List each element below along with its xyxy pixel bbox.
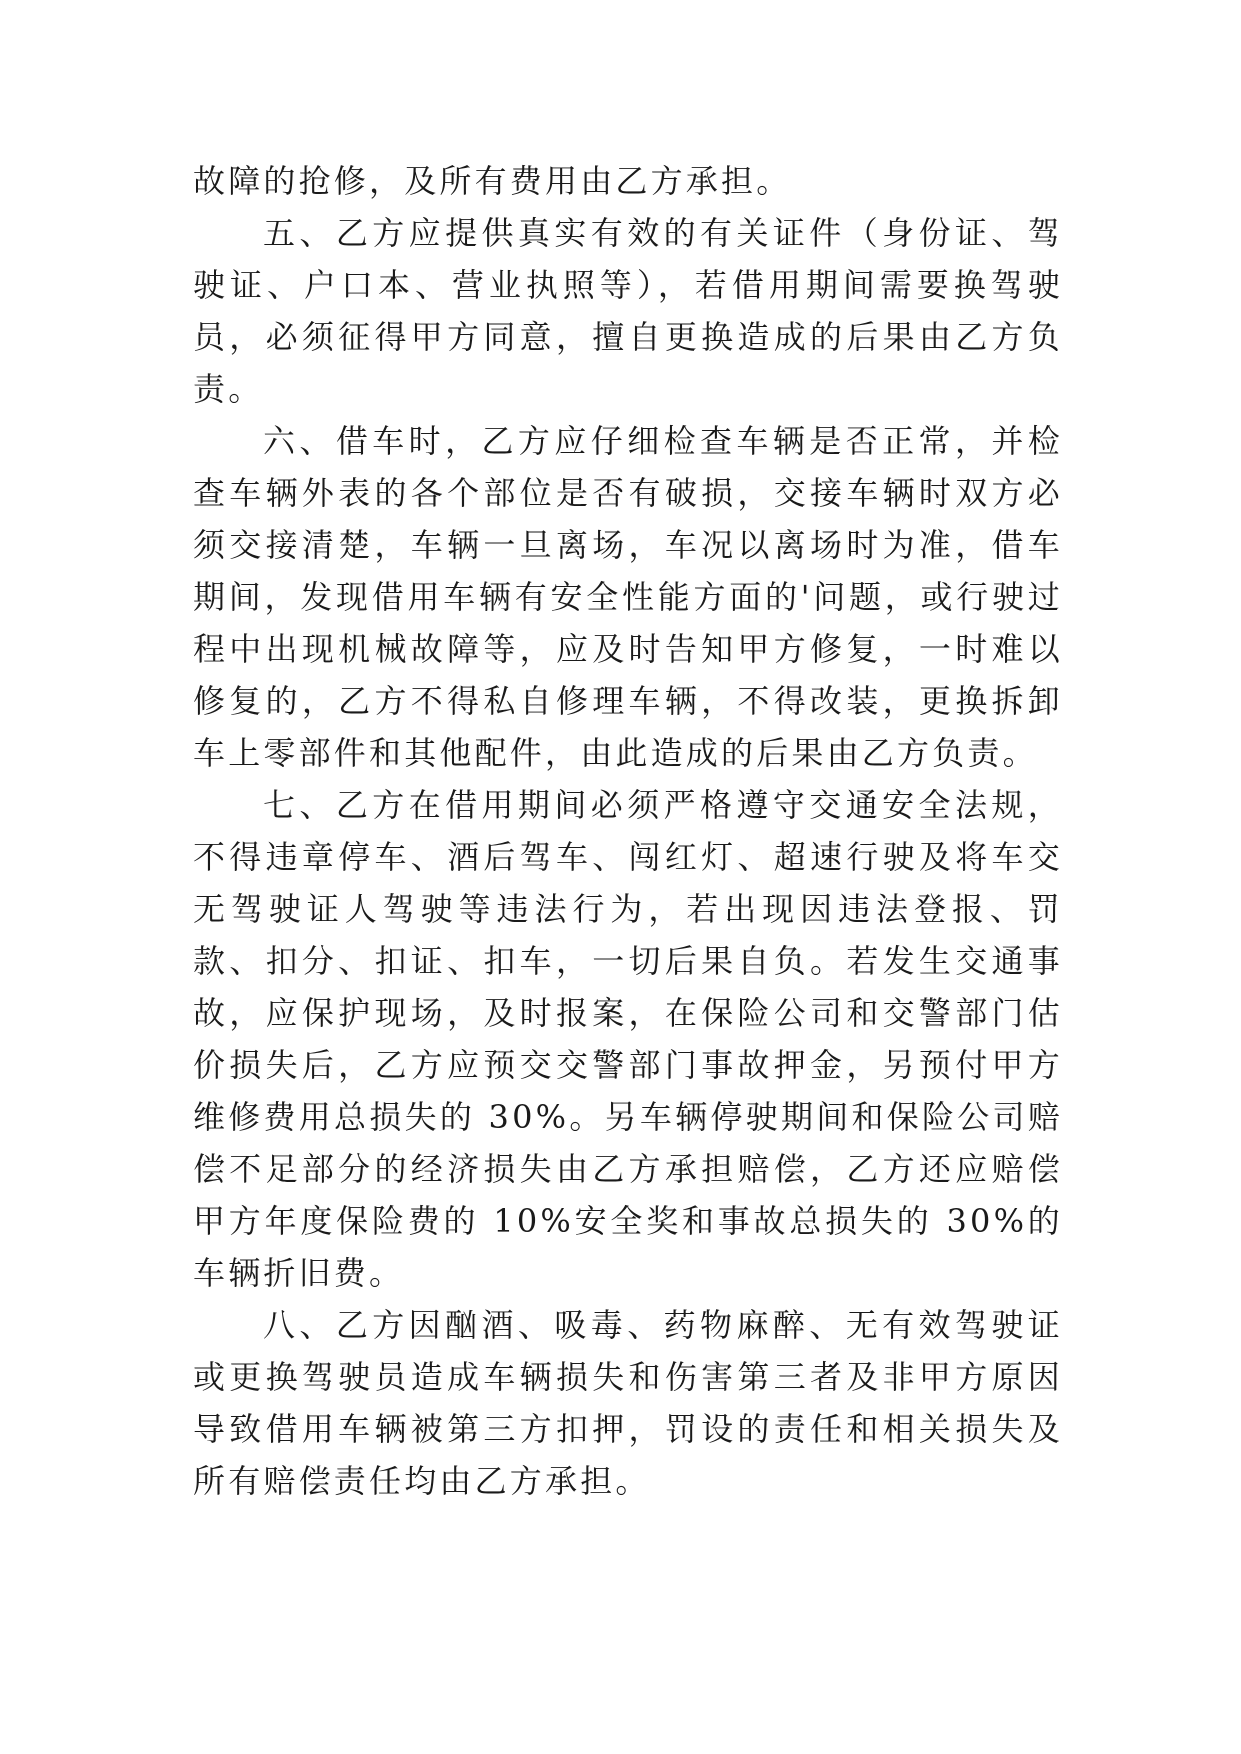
paragraph-clause-6: 六、借车时，乙方应仔细检查车辆是否正常，并检查车辆外表的各个部位是否有破损，交接车辆时双方必须交接清楚，车辆一旦离场，车况以离场时为准，借车期间，发现借用车辆有安全性能方面的'问题，或行驶过程中出现机械故障等，应及时告知甲方修复，一时难以修复的，乙方不得私自修理车辆，不得改装，更换拆卸车上零部件和其他配件，由此造成的后果由乙方负责。 xyxy=(193,422,1063,772)
paragraph-clause-7: 七、乙方在借用期间必须严格遵守交通安全法规，不得违章停车、酒后驾车、闯红灯、超速行驶及将车交无驾驶证人驾驶等违法行为，若出现因违法登报、罚款、扣分、扣证、扣车，一切后果自负。若发生交通事故，应保护现场，及时报案，在保险公司和交警部门估价损失后，乙方应预交交警部门事故押金，另预付甲方维修费用总损失的 30%。另车辆停驶期间和保险公司赔偿不足部分的经济损失由乙方承担赔偿，乙方还应赔偿甲方年度保险费的 10%安全奖和事故总损失的 30%的车辆折旧费。 xyxy=(193,786,1063,1292)
paragraph-clause-8: 八、乙方因酗酒、吸毒、药物麻醉、无有效驾驶证或更换驾驶员造成车辆损失和伤害第三者及非甲方原因导致借用车辆被第三方扣押，罚设的责任和相关损失及所有赔偿责任均由乙方承担。 xyxy=(193,1306,1063,1500)
paragraph-clause-5: 五、乙方应提供真实有效的有关证件（身份证、驾驶证、户口本、营业执照等），若借用期间需要换驾驶员，必须征得甲方同意，擅自更换造成的后果由乙方负责。 xyxy=(193,214,1063,408)
document-body xyxy=(193,155,1063,1507)
paragraph-continuation: 故障的抢修，及所有费用由乙方承担。 xyxy=(193,162,792,200)
